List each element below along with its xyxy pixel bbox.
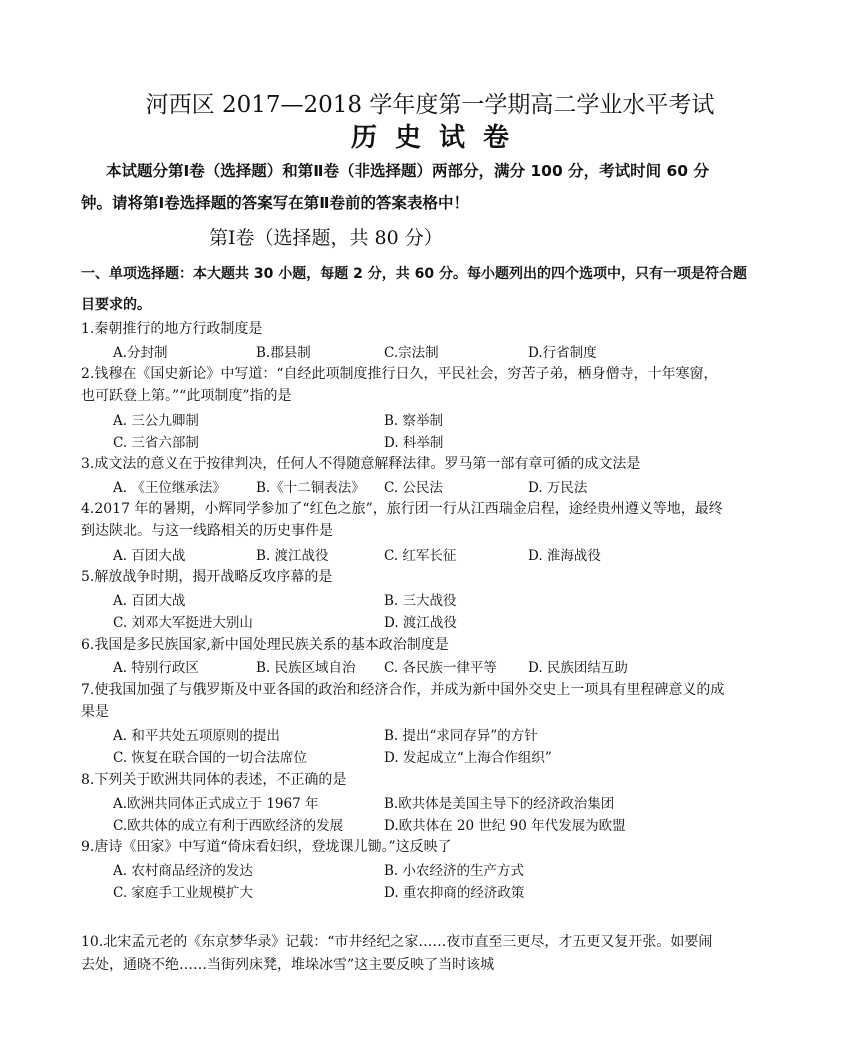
- question-3-option-b: B.《十二铜表法》: [256, 480, 365, 496]
- question-9-stem: 9.唐诗《田家》中写道“倚床看妇织，登垅课儿锄。”这反映了: [81, 839, 452, 855]
- part-instruction-line-1: 一、单项选择题：本大题共 30 小题，每题 2 分，共 60 分。每小题列出的四个选项中，只有一项是符合题: [81, 266, 747, 282]
- question-1-option-c: C.宗法制: [384, 345, 439, 361]
- question-1-option-b: B.郡县制: [256, 345, 311, 361]
- question-2-stem-line-1: 2.钱穆在《国史新论》中写道：“自经此项制度推行日久，平民社会，穷苦子弟，栖身僧寺，十年寒窗，: [81, 366, 718, 382]
- question-7-option-c: C. 恢复在联合国的一切合法席位: [113, 750, 307, 766]
- question-7-option-d: D. 发起成立“上海合作组织”: [384, 750, 552, 766]
- question-3-option-c: C. 公民法: [384, 480, 443, 496]
- question-4-option-a: A. 百团大战: [113, 548, 186, 564]
- question-5-option-d: D. 渡江战役: [384, 615, 457, 631]
- question-3-stem: 3.成文法的意义在于按律判决，任何人不得随意解释法律。罗马第一部有章可循的成文法是: [81, 456, 641, 472]
- question-9-option-c: C. 家庭手工业规模扩大: [113, 885, 253, 901]
- question-4-option-c: C. 红军长征: [384, 548, 457, 564]
- question-6-option-b: B. 民族区域自治: [256, 660, 356, 676]
- question-9-option-a: A. 农村商品经济的发达: [113, 863, 253, 879]
- question-8-option-c: C.欧共体的成立有利于西欧经济的发展: [113, 818, 344, 834]
- question-5-option-c: C. 刘邓大军挺进大别山: [113, 615, 253, 631]
- exam-title: 河西区 2017—2018 学年度第一学期高二学业水平考试: [145, 92, 715, 118]
- question-10-stem-line-2: 去处，通晓不绝……当街列床凳，堆垛冰雪”这主要反映了当时该城: [81, 957, 495, 973]
- question-4-option-b: B. 渡江战役: [256, 548, 329, 564]
- question-8-option-a: A.欧洲共同体正式成立于 1967 年: [113, 796, 319, 812]
- question-1-stem: 1.秦朝推行的地方行政制度是: [81, 321, 263, 337]
- question-5-stem: 5.解放战争时期，揭开战略反攻序幕的是: [81, 569, 333, 585]
- question-6-option-d: D. 民族团结互助: [528, 660, 628, 676]
- question-7-stem-line-1: 7.使我国加强了与俄罗斯及中亚各国的政治和经济合作，并成为新中国外交史上一项具有里程碑意义的成: [81, 682, 725, 698]
- question-9-option-b: B. 小农经济的生产方式: [384, 863, 525, 879]
- question-5-option-b: B. 三大战役: [384, 593, 457, 609]
- question-8-option-b: B.欧共体是美国主导下的经济政治集团: [384, 796, 615, 812]
- question-1-option-a: A.分封制: [113, 345, 168, 361]
- question-4-stem-line-1: 4.2017 年的暑期，小辉同学参加了“红色之旅”，旅行团一行从江西瑞金启程，途经贵州遵义等地，最终: [81, 501, 723, 517]
- question-2-option-a: A. 三公九卿制: [113, 413, 199, 429]
- intro-line-2: 钟。请将第Ⅰ卷选择题的答案写在第Ⅱ卷前的答案表格中！: [81, 194, 469, 212]
- question-8-stem: 8.下列关于欧洲共同体的表述，不正确的是: [81, 772, 347, 788]
- intro-line-1: 本试题分第Ⅰ卷（选择题）和第Ⅱ卷（非选择题）两部分，满分 100 分，考试时间 60 分: [106, 162, 709, 180]
- question-9-option-d: D. 重农抑商的经济政策: [384, 885, 525, 901]
- question-4-option-d: D. 淮海战役: [528, 548, 601, 564]
- question-6-option-a: A. 特别行政区: [113, 660, 199, 676]
- question-3-option-d: D. 万民法: [528, 480, 588, 496]
- question-8-option-d: D.欧共体在 20 世纪 90 年代发展为欧盟: [384, 818, 626, 834]
- question-2-option-b: B. 察举制: [384, 413, 444, 429]
- question-4-stem-line-2: 到达陕北。与这一线路相关的历史事件是: [81, 523, 333, 539]
- question-7-stem-line-2: 果是: [81, 704, 109, 720]
- question-5-option-a: A. 百团大战: [113, 593, 186, 609]
- question-2-stem-line-2: 也可跃登上第。”“此项制度”指的是: [81, 388, 292, 404]
- question-7-option-b: B. 提出“求同存异”的方针: [384, 728, 538, 744]
- question-2-option-c: C. 三省六部制: [113, 435, 199, 451]
- part-instruction-line-2: 目要求的。: [81, 297, 151, 313]
- question-3-option-a: A. 《王位继承法》: [113, 480, 226, 496]
- question-7-option-a: A. 和平共处五项原则的提出: [113, 728, 280, 744]
- question-10-stem-line-1: 10.北宋孟元老的《东京梦华录》记载：“市井经纪之家……夜市直至三更尽，才五更又复开张。如要闹: [81, 934, 713, 950]
- question-6-stem: 6.我国是多民族国家,新中国处理民族关系的基本政治制度是: [81, 637, 449, 653]
- question-2-option-d: D. 科举制: [384, 435, 444, 451]
- exam-subject: 历史试卷: [350, 123, 527, 153]
- question-6-option-c: C. 各民族一律平等: [384, 660, 497, 676]
- section-title: 第Ⅰ卷（选择题，共 80 分）: [209, 227, 443, 249]
- question-1-option-d: D.行省制度: [528, 345, 597, 361]
